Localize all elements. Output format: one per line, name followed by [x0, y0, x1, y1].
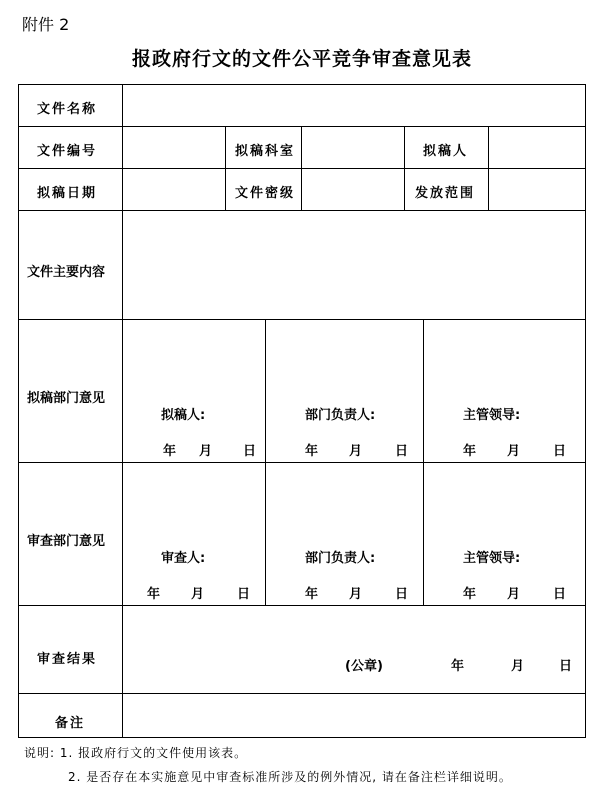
drafter-label: 拟稿人: [423, 144, 469, 159]
row-divider: [19, 319, 585, 320]
drafting-section-label: 拟稿科室: [235, 144, 296, 159]
row-divider: [19, 168, 585, 169]
cell-divider: [488, 126, 489, 210]
date-month: 月: [507, 587, 521, 602]
file-name-label: 文件名称: [37, 102, 98, 117]
date-day: 日: [559, 659, 573, 674]
cell-divider: [404, 126, 405, 210]
review-dept-opinion-label: 审查部门意见: [27, 534, 106, 549]
date-day: 日: [237, 587, 251, 602]
date-year: 年: [463, 587, 477, 602]
date-day: 日: [395, 587, 409, 602]
note-line-1: 说明: 1. 报政府行文的文件使用该表。: [24, 746, 248, 760]
date-year: 年: [147, 587, 161, 602]
reviewer-signature-label: 审查人:: [161, 551, 206, 566]
attachment-number: 附件 2: [22, 15, 70, 34]
distribution-label: 发放范围: [415, 186, 476, 201]
date-day: 日: [553, 587, 567, 602]
supervisor-label: 主管领导:: [463, 408, 521, 423]
form-title: 报政府行文的文件公平竞争审查意见表: [131, 48, 472, 70]
main-content-label: 文件主要内容: [27, 265, 106, 280]
file-number-label: 文件编号: [37, 144, 98, 159]
row-divider: [19, 210, 585, 211]
date-month: 月: [191, 587, 205, 602]
note-line-2: 2. 是否存在本实施意见中审查标准所涉及的例外情况, 请在备注栏详细说明。: [68, 770, 512, 784]
drafting-date-label: 拟稿日期: [37, 186, 98, 201]
date-year: 年: [463, 444, 477, 459]
review-form-table: [18, 84, 586, 738]
row-divider: [19, 693, 585, 694]
official-seal-label: (公章): [345, 659, 383, 674]
date-month: 月: [507, 444, 521, 459]
date-year: 年: [163, 444, 177, 459]
date-month: 月: [199, 444, 213, 459]
supervisor-label: 主管领导:: [463, 551, 521, 566]
date-month: 月: [349, 444, 363, 459]
cell-divider: [301, 126, 302, 210]
drafter-signature-label: 拟稿人:: [161, 408, 206, 423]
row-divider: [19, 126, 585, 127]
drafting-dept-opinion-label: 拟稿部门意见: [27, 391, 106, 406]
date-year: 年: [451, 659, 465, 674]
dept-head-label: 部门负责人:: [305, 408, 376, 423]
dept-head-label: 部门负责人:: [305, 551, 376, 566]
review-result-label: 审查结果: [37, 652, 98, 667]
date-month: 月: [511, 659, 525, 674]
date-month: 月: [349, 587, 363, 602]
cell-divider: [423, 319, 424, 605]
date-day: 日: [395, 444, 409, 459]
date-year: 年: [305, 444, 319, 459]
cell-divider: [265, 319, 266, 605]
date-day: 日: [553, 444, 567, 459]
remarks-label: 备注: [55, 716, 86, 731]
label-column-divider: [122, 85, 123, 737]
cell-divider: [225, 126, 226, 210]
date-year: 年: [305, 587, 319, 602]
row-divider: [19, 462, 585, 463]
row-divider: [19, 605, 585, 606]
date-day: 日: [243, 444, 257, 459]
security-level-label: 文件密级: [235, 186, 296, 201]
